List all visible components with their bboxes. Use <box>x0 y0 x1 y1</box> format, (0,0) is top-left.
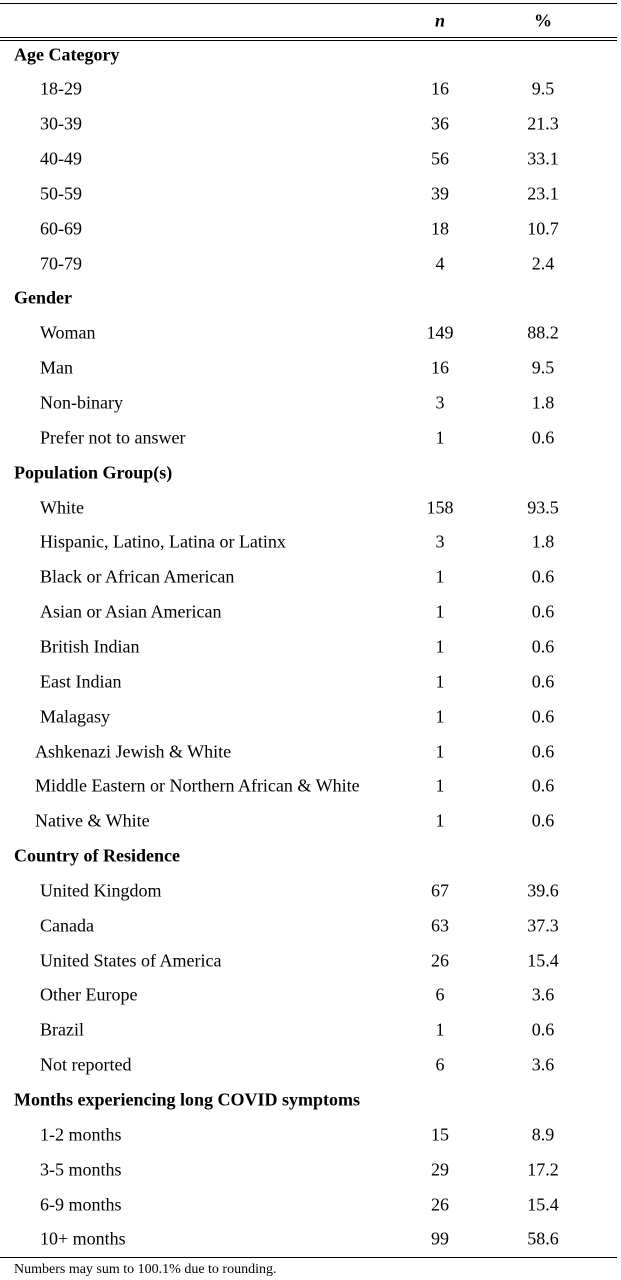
row-n-value: 1 <box>435 427 445 448</box>
row-label: Middle Eastern or Northern African & White <box>35 775 360 796</box>
row-percent-value: 17.2 <box>527 1159 559 1180</box>
row-percent-value: 8.9 <box>531 1124 555 1145</box>
row-percent-value: 0.6 <box>531 601 555 622</box>
column-header-percent: % <box>534 10 552 30</box>
table-row <box>0 176 617 211</box>
row-label: Hispanic, Latino, Latina or Latinx <box>40 531 286 552</box>
row-percent-value: 0.6 <box>531 810 555 831</box>
table-row <box>0 769 617 804</box>
row-n-value: 99 <box>431 1228 449 1249</box>
row-percent-value: 37.3 <box>527 915 559 936</box>
row-n-value: 1 <box>435 706 445 727</box>
row-n-value: 3 <box>435 392 445 413</box>
row-n-value: 158 <box>426 497 454 518</box>
row-n-value: 15 <box>431 1124 449 1145</box>
section-header <box>0 455 617 490</box>
row-label: British Indian <box>40 636 140 657</box>
row-n-value: 26 <box>431 1194 449 1215</box>
row-label: 70-79 <box>40 253 82 274</box>
row-percent-value: 0.6 <box>531 636 555 657</box>
row-percent-value: 39.6 <box>527 880 559 901</box>
table-row <box>0 734 617 769</box>
row-n-value: 36 <box>431 113 449 134</box>
row-percent-value: 33.1 <box>527 148 559 169</box>
table-row <box>0 560 617 595</box>
row-percent-value: 0.6 <box>531 566 555 587</box>
section-header <box>0 839 617 874</box>
row-label: 6-9 months <box>40 1194 122 1215</box>
row-percent-value: 15.4 <box>527 950 559 971</box>
row-n-value: 63 <box>431 915 449 936</box>
row-n-value: 6 <box>435 984 445 1005</box>
row-label: White <box>40 497 84 518</box>
section-title: Age Category <box>14 44 120 64</box>
row-label: Man <box>40 357 73 378</box>
row-percent-value: 3.6 <box>531 984 555 1005</box>
row-n-value: 1 <box>435 636 445 657</box>
row-label: 40-49 <box>40 148 82 169</box>
row-percent-value: 21.3 <box>527 113 559 134</box>
row-n-value: 3 <box>435 531 445 552</box>
section-header <box>0 37 617 72</box>
row-label: Ashkenazi Jewish & White <box>35 741 232 761</box>
row-label: United Kingdom <box>40 880 162 901</box>
row-percent-value: 3.6 <box>531 1054 555 1075</box>
row-label: Other Europe <box>40 984 138 1005</box>
bottom-rule <box>0 1257 617 1258</box>
table-row <box>0 107 617 142</box>
table-row <box>0 1187 617 1222</box>
row-n-value: 16 <box>431 78 449 99</box>
row-n-value: 56 <box>431 148 449 169</box>
row-n-value: 1 <box>435 671 445 692</box>
table-row <box>0 1222 617 1257</box>
row-label: Black or African American <box>40 566 235 587</box>
table-row <box>0 1152 617 1187</box>
table-row <box>0 420 617 455</box>
row-label: Not reported <box>40 1054 132 1075</box>
row-label: 60-69 <box>40 218 82 239</box>
row-percent-value: 15.4 <box>527 1194 559 1215</box>
row-percent-value: 0.6 <box>531 671 555 692</box>
table-row <box>0 351 617 386</box>
table-row <box>0 1048 617 1083</box>
row-label: Malagasy <box>40 706 110 727</box>
row-n-value: 1 <box>435 566 445 587</box>
row-percent-value: 23.1 <box>527 183 559 204</box>
section-title: Country of Residence <box>14 845 180 866</box>
column-header-row <box>0 3 617 38</box>
row-n-value: 1 <box>435 601 445 622</box>
row-n-value: 149 <box>426 322 454 343</box>
row-label: Prefer not to answer <box>40 427 186 448</box>
section-title: Gender <box>14 287 72 308</box>
row-n-value: 6 <box>435 1054 445 1075</box>
row-label: 18-29 <box>40 78 82 99</box>
table-row <box>0 211 617 246</box>
table-row <box>0 664 617 699</box>
row-percent-value: 2.4 <box>531 253 555 274</box>
section-title: Months experiencing long COVID symptoms <box>14 1089 361 1110</box>
row-n-value: 1 <box>435 741 445 761</box>
row-percent-value: 0.6 <box>531 706 555 727</box>
row-percent-value: 0.6 <box>531 1019 555 1040</box>
row-percent-value: 1.8 <box>531 531 555 552</box>
row-label: Asian or Asian American <box>40 601 222 622</box>
row-percent-value: 9.5 <box>531 357 555 378</box>
table-row <box>0 978 617 1013</box>
row-label: 1-2 months <box>40 1124 122 1145</box>
row-percent-value: 0.6 <box>531 741 555 761</box>
row-percent-value: 9.5 <box>531 78 555 99</box>
row-label: 30-39 <box>40 113 82 134</box>
column-header-n: n <box>434 10 446 30</box>
section-header <box>0 1083 617 1118</box>
row-n-value: 39 <box>431 183 449 204</box>
table-row <box>0 595 617 630</box>
row-percent-value: 58.6 <box>527 1228 559 1249</box>
table-row <box>0 525 617 560</box>
row-percent-value: 0.6 <box>531 427 555 448</box>
row-label: Canada <box>40 915 94 936</box>
row-label: 3-5 months <box>40 1159 122 1180</box>
row-label: Non-binary <box>40 392 123 413</box>
row-label: East Indian <box>40 671 122 692</box>
table-row <box>0 142 617 177</box>
table-row <box>0 943 617 978</box>
table-row <box>0 908 617 943</box>
row-n-value: 26 <box>431 950 449 971</box>
section-title: Population Group(s) <box>14 462 173 483</box>
row-percent-value: 88.2 <box>527 322 559 343</box>
row-n-value: 67 <box>431 880 449 901</box>
row-percent-value: 93.5 <box>527 497 559 518</box>
table-row <box>0 72 617 107</box>
row-percent-value: 0.6 <box>531 775 555 796</box>
row-n-value: 29 <box>431 1159 449 1180</box>
row-n-value: 18 <box>431 218 449 239</box>
table-row <box>0 873 617 908</box>
row-percent-value: 1.8 <box>531 392 555 413</box>
row-n-value: 16 <box>431 357 449 378</box>
row-percent-value: 10.7 <box>527 218 559 239</box>
row-n-value: 1 <box>435 810 445 831</box>
table-row <box>0 316 617 351</box>
table-row <box>0 490 617 525</box>
row-n-value: 4 <box>435 253 445 274</box>
table-row <box>0 699 617 734</box>
table-row <box>0 1013 617 1048</box>
table-row <box>0 1117 617 1152</box>
row-n-value: 1 <box>435 1019 445 1040</box>
table-row <box>0 804 617 839</box>
row-label: Brazil <box>40 1019 84 1040</box>
table-row <box>0 629 617 664</box>
table-row <box>0 386 617 421</box>
row-n-value: 1 <box>435 775 445 796</box>
row-label: 50-59 <box>40 183 82 204</box>
row-label: Woman <box>40 322 96 343</box>
table-row <box>0 246 617 281</box>
row-label: Native & White <box>35 810 150 831</box>
row-label: United States of America <box>40 950 222 971</box>
row-label: 10+ months <box>40 1228 126 1249</box>
table-footnote: Numbers may sum to 100.1% due to rounding. <box>14 1262 277 1277</box>
section-header <box>0 281 617 316</box>
